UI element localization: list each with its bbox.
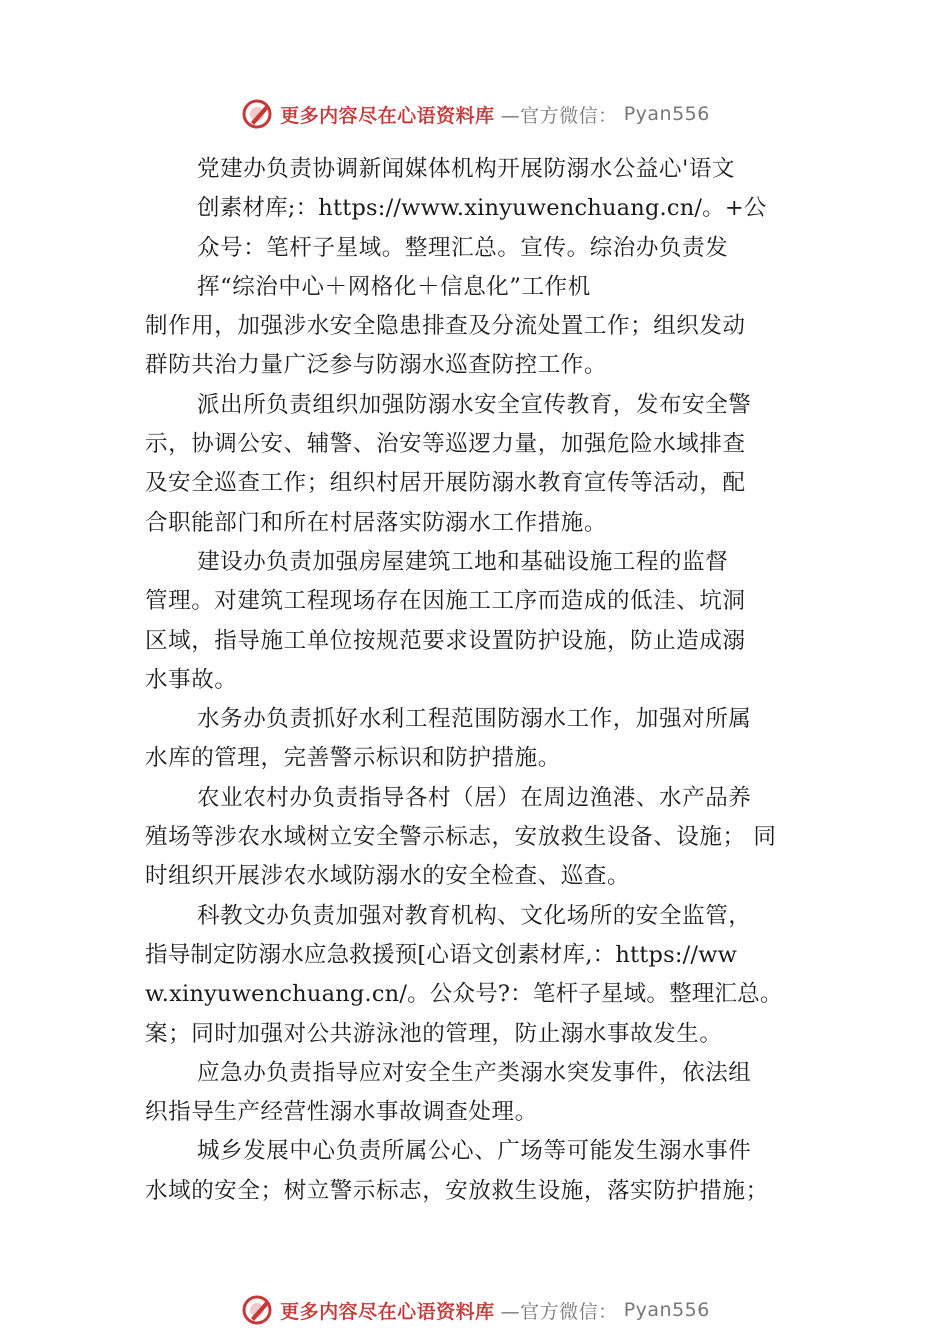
watermark-footer [0,1290,950,1330]
text-line: 农业农村办负责指导各村（居）在周边渔港、水产品养 [197,784,752,811]
text-line: 示，协调公安、辅警、治安等巡逻力量，加强危险水域排查 [145,431,746,458]
text-line: 制作用，加强涉水安全隐患排查及分流处置工作；组织发动 [145,313,746,340]
watermark-separator-text: —官方微信： [500,1300,618,1323]
watermark-wechat-id: Pyan556 [623,103,710,125]
text-line: 殖场等涉农水域树立安全警示标志，安放救生设备、设施； 同 [145,824,777,851]
text-line: 案；同时加强对公共游泳池的管理，防止溺水事故发生。 [145,1020,723,1047]
brand-logo-icon [240,1293,274,1327]
text-line: 时组织开展涉农水域防溺水的安全检查、巡查。 [145,863,631,890]
text-line: 织指导生产经营性溺水事故调查处理。 [145,1099,538,1126]
watermark-wechat-id: Pyan556 [623,1299,710,1321]
text-line: 众号：笔杆子星域。整理汇总。宣传。综治办负责发 [197,234,729,261]
text-line: 管理。对建筑工程现场存在因施工工序而造成的低洼、坑洞 [145,588,746,615]
text-line: 及安全巡查工作；组织村居开展防溺水教育宣传等活动，配 [145,470,746,497]
text-line: 合职能部门和所在村居落实防溺水工作措施。 [145,509,608,536]
text-line: 党建办负责协调新闻媒体机构开展防溺水公益心'语文 [197,156,736,182]
watermark-separator-text: —官方微信： [500,104,618,127]
text-line: 区域，指导施工单位按规范要求设置防护设施，防止造成溺 [145,627,746,654]
watermark-brand-text: 更多内容尽在心语资料库 [280,104,495,127]
document-body [145,150,810,1211]
text-line: 水域的安全；树立警示标志，安放救生设施，落实防护措施； [145,1177,769,1204]
watermark-header [0,94,950,134]
text-line: 创素材库;：https://www.xinyuwenchuang.cn/。+公 [197,195,767,222]
text-line: 城乡发展中心负责所属公心、广场等可能发生溺水事件 [197,1138,752,1165]
text-line: 科教文办负责加强对教育机构、文化场所的安全监管， [197,902,752,929]
text-line: 应急办负责指导应对安全生产类溺水突发事件，依法组 [197,1059,752,1086]
text-line: 水库的管理，完善警示标识和防护措施。 [145,745,561,772]
text-line: 指导制定防溺水应急救援预[心语文创素材库,：https://ww [145,941,738,968]
text-line: w.xinyuwenchuang.cn/。公众号?：笔杆子星域。整理汇总。 [145,981,783,1008]
text-line: 群防共治力量广泛参与防溺水巡查防控工作。 [145,352,608,379]
brand-logo-icon [240,97,274,131]
text-line: 水务办负责抓好水利工程范围防溺水工作，加强对所属 [197,706,752,733]
text-line: 派出所负责组织加强防溺水安全宣传教育，发布安全警 [197,391,752,418]
watermark-brand-text: 更多内容尽在心语资料库 [280,1300,495,1323]
text-line: 水事故。 [145,666,238,693]
text-line: 挥“综治中心＋网格化＋信息化”工作机 [197,273,591,300]
text-line: 建设办负责加强房屋建筑工地和基础设施工程的监督 [197,548,729,575]
